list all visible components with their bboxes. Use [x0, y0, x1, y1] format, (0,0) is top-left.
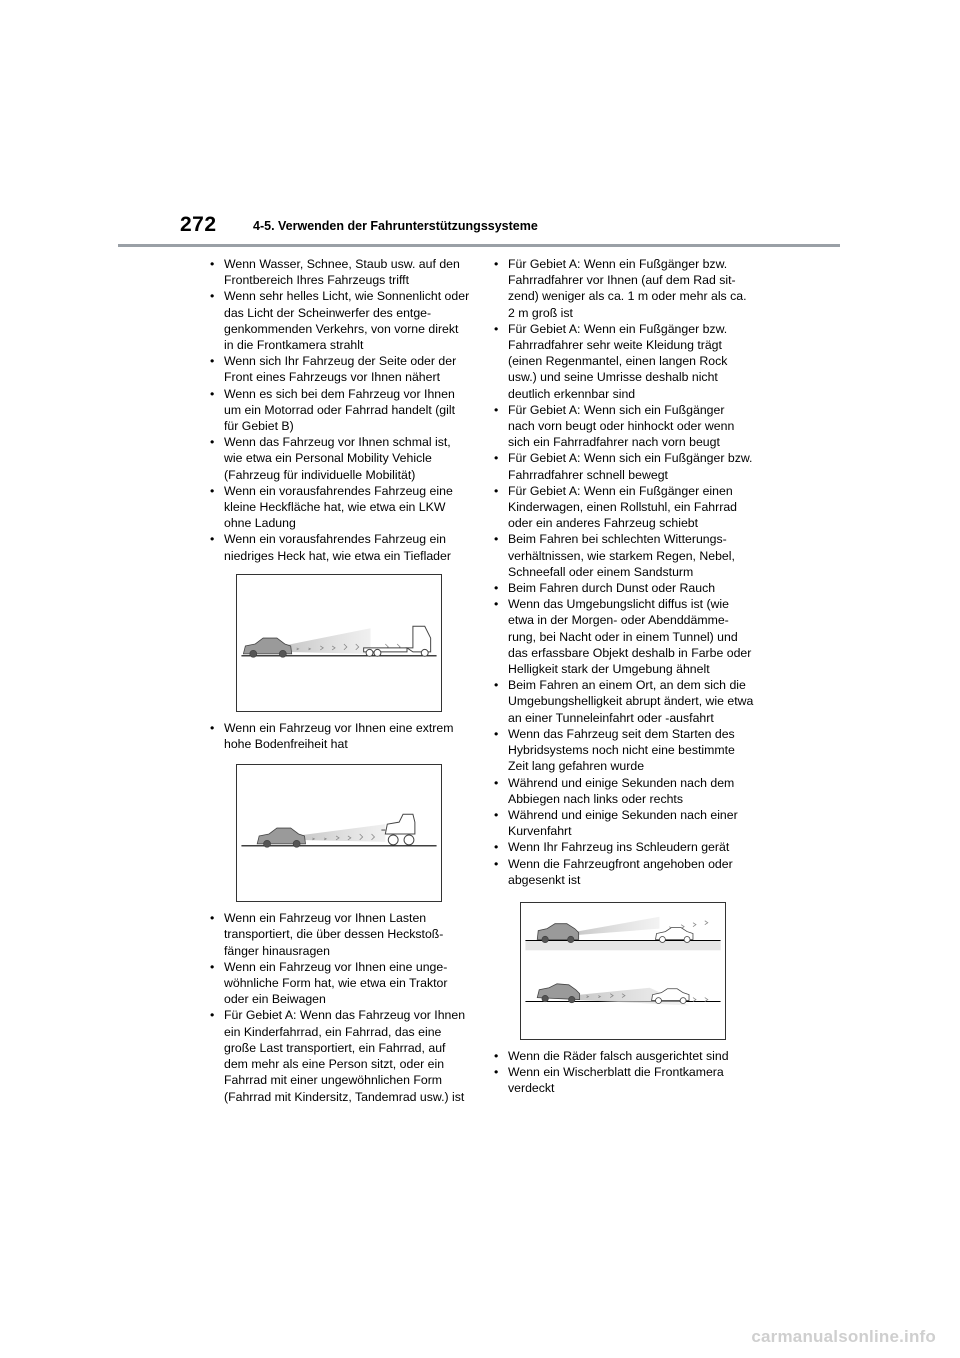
low-trailer-illustration — [237, 575, 441, 711]
list-item: • Beim Fahren an einem Ort, an dem sich die Umgebungshelligkeit abrupt ändert, wie etwa an einer Tunneleinfahrt oder -ausfahrt — [492, 677, 754, 726]
list-item: • Für Gebiet A: Wenn ein Fußgänger einen Kinderwagen, einen Rollstuhl, ein Fahrrad oder ein anderes Fahrzeug schiebt — [492, 483, 754, 532]
right-list-1 — [492, 256, 754, 888]
list-item: • Wenn die Räder falsch ausgerichtet sind — [492, 1048, 754, 1064]
list-item: • Beim Fahren bei schlechten Witterungs-verhältnissen, wie starkem Regen, Nebel, Schneefall oder einem Sandsturm — [492, 531, 754, 580]
list-item: • Wenn ein Fahrzeug vor Ihnen Lasten transportiert, die über dessen Heckstoß-fänger hinausragen — [208, 910, 470, 959]
list-item: • Beim Fahren durch Dunst oder Rauch — [492, 580, 754, 596]
list-item: • Für Gebiet A: Wenn ein Fußgänger bzw. Fahrradfahrer vor Ihnen (auf dem Rad sit-zend) weniger als ca. 1 m oder mehr als ca. 2 m groß ist — [492, 256, 754, 321]
own-car-nose-up — [537, 924, 578, 943]
list-item: • Wenn das Umgebungslicht diffus ist (wie etwa in der Morgen- oder Abenddämme-rung, bei Nacht oder in einem Tunnel) und das erfassbare Objekt deshalb in Farbe oder Helligkeit stark der Umgebung ähnelt — [492, 596, 754, 677]
own-car — [243, 638, 291, 657]
list-item: • Während und einige Sekunden nach dem Abbiegen nach links oder rechts — [492, 775, 754, 807]
figure-high-clearance — [236, 764, 442, 902]
left-column — [208, 256, 470, 1105]
list-item: • Für Gebiet A: Wenn sich ein Fußgänger nach vorn beugt oder hinhockt oder wenn sich ein Fahrradfahrer nach vorn beugt — [492, 402, 754, 451]
pitch-illustration — [521, 903, 725, 1039]
list-item: • Wenn ein vorausfahrendes Fahrzeug eine kleine Heckfläche hat, wie etwa ein LKW ohne Ladung — [208, 483, 470, 532]
left-list-3 — [208, 910, 470, 1104]
left-list-2 — [208, 720, 470, 752]
list-item: • Wenn es sich bei dem Fahrzeug vor Ihnen um ein Motorrad oder Fahrrad handelt (gilt für Gebiet B) — [208, 386, 470, 435]
page-number: 272 — [180, 213, 217, 236]
list-item: • Wenn ein Fahrzeug vor Ihnen eine unge-wöhnliche Form hat, wie etwa ein Traktor oder ein Beiwagen — [208, 959, 470, 1008]
list-item: • Wenn ein vorausfahrendes Fahrzeug ein niedriges Heck hat, wie etwa ein Tieflader — [208, 531, 470, 563]
list-item: • Wenn Wasser, Schnee, Staub usw. auf den Frontbereich Ihres Fahrzeugs trifft — [208, 256, 470, 288]
high-clearance-suv — [381, 815, 415, 846]
list-item: • Wenn sich Ihr Fahrzeug der Seite oder der Front eines Fahrzeugs vor Ihnen nähert — [208, 353, 470, 385]
figure-low-trailer — [236, 574, 442, 712]
left-list-1 — [208, 256, 470, 564]
list-item: • Für Gebiet A: Wenn ein Fußgänger bzw. Fahrradfahrer sehr weite Kleidung trägt (einen Regenmantel, einen langen Rock usw.) und seine Umrisse deshalb nicht deutlich erkennbar sind — [492, 321, 754, 402]
list-item: • Für Gebiet A: Wenn das Fahrzeug vor Ihnen ein Kinderfahrrad, ein Fahrrad, das eine große Last transportiert, ein Fahrrad, auf dem mehr als eine Person sitzt, oder ein Fahrrad mit einer ungewöhnlichen Form (Fahrrad mit Kindersitz, Tandemrad usw.) ist — [208, 1007, 470, 1104]
list-item: • Wenn die Fahrzeugfront angehoben oder abgesenkt ist — [492, 856, 754, 888]
list-item: • Während und einige Sekunden nach einer Kurvenfahrt — [492, 807, 754, 839]
list-item: • Wenn Ihr Fahrzeug ins Schleudern gerät — [492, 839, 754, 855]
own-car — [257, 828, 305, 847]
own-car-nose-down — [537, 984, 579, 1003]
high-clearance-illustration — [237, 765, 441, 901]
right-column — [492, 256, 754, 1097]
list-item: • Wenn ein Fahrzeug vor Ihnen eine extrem hohe Bodenfreiheit hat — [208, 720, 470, 752]
list-item: • Für Gebiet A: Wenn sich ein Fußgänger bzw. Fahrradfahrer schnell bewegt — [492, 450, 754, 482]
list-item: • Wenn das Fahrzeug vor Ihnen schmal ist, wie etwa ein Personal Mobility Vehicle (Fahrzeug für individuelle Mobilität) — [208, 434, 470, 483]
list-item: • Wenn das Fahrzeug seit dem Starten des Hybridsystems noch nicht eine bestimmte Zeit lang gefahren wurde — [492, 726, 754, 775]
figure-pitch — [520, 902, 726, 1040]
header-rule — [118, 244, 840, 247]
watermark: carmanualsonline.info — [751, 1327, 936, 1346]
right-list-2 — [492, 1048, 754, 1097]
list-item: • Wenn ein Wischerblatt die Frontkamera verdeckt — [492, 1064, 754, 1096]
low-trailer — [364, 626, 431, 656]
list-item: • Wenn sehr helles Licht, wie Sonnenlicht oder das Licht der Scheinwerfer des entge-genkommenden Verkehrs, von vorne direkt in die Frontkamera strahlt — [208, 288, 470, 353]
section-title: 4-5. Verwenden der Fahrunterstützungssysteme — [253, 219, 538, 233]
